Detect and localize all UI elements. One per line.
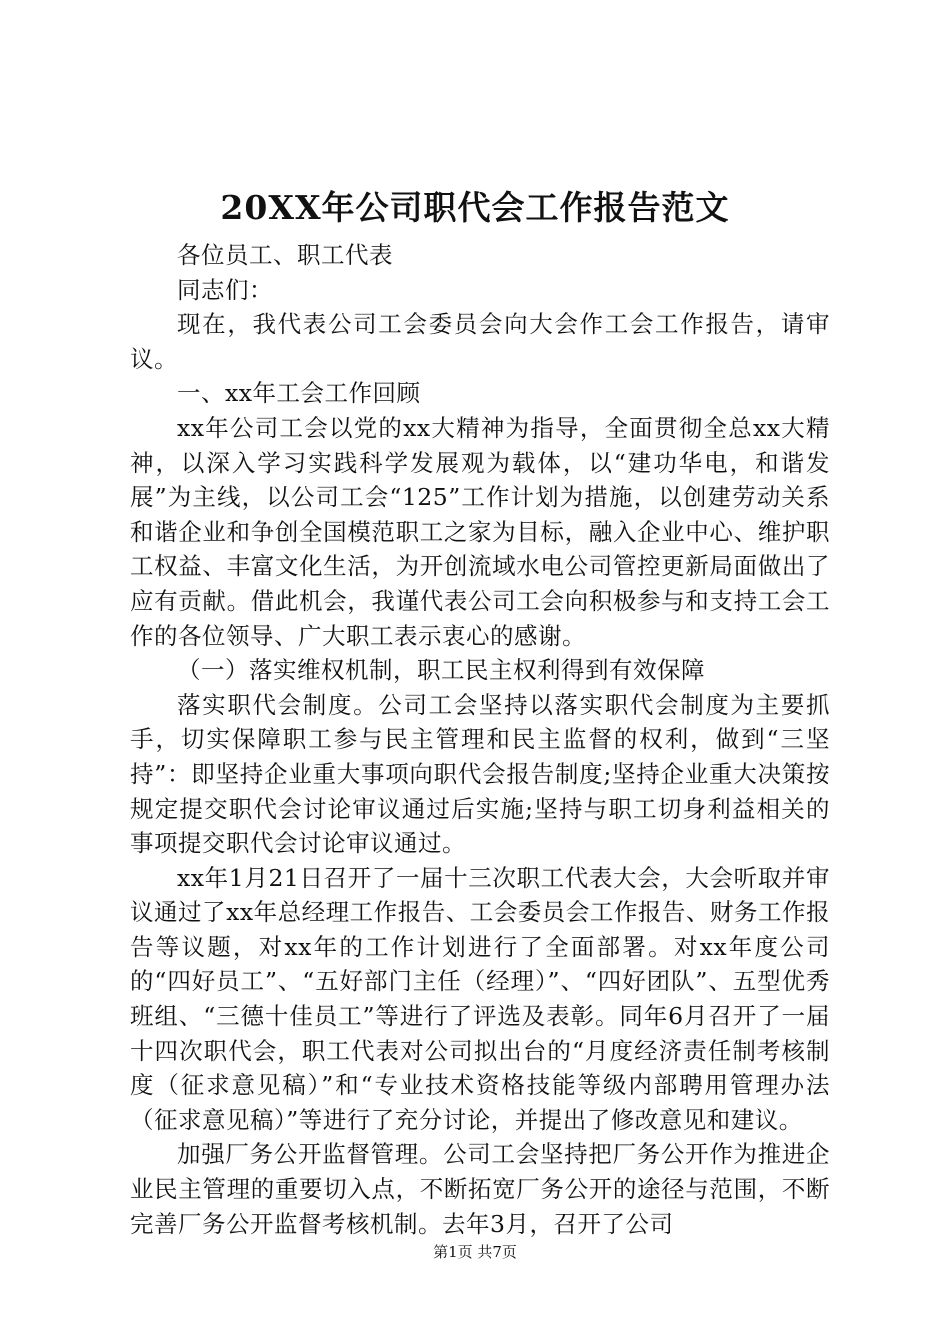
section-heading: 一、xx年工会工作回顾 — [177, 379, 421, 408]
salutation-line: 同志们： — [177, 275, 273, 304]
document-title: 20XX年公司职代会工作报告范文 — [220, 188, 730, 227]
congress-meeting-paragraph: xx年1月21日召开了一届十三次职工代表大会，大会听取并审议通过了xx年总经理工作报告、工会委员会工作报告、财务工作报告等议题，对xx年的工作计划进行了全面部署。对xx年度公司的“四好员工”、“五好部门主任（经理）”、“四好团队”、五型优秀班组、“三德十佳员工”等进行了评选及表彰。同年6月召开了一届十四次职代会，职工代表对公司拟出台的“月度经济责任制考核制度（征求意见稿）”和“专业技术资格技能等级内部聘用管理办法（征求意见稿）”等进行了充分讨论，并提出了修改意见和建议。 — [130, 863, 830, 1134]
greeting-line: 各位员工、职工代表 — [177, 241, 393, 269]
document-body — [130, 238, 830, 1241]
review-paragraph: xx年公司工会以党的xx大精神为指导，全面贯彻全总xx大精神，以深入学习实践科学发展观为载体，以“建功华电，和谐发展”为主线，以公司工会“125”工作计划为措施，以创建劳动关系和谐企业和争创全国模范职工之家为目标，融入企业中心、维护职工权益、丰富文化生活，为开创流域水电公司管控更新局面做出了应有贡献。借此机会，我谨代表公司工会向积极参与和支持工会工作的各位领导、广大职工表示衷心的感谢。 — [130, 413, 830, 650]
intro-paragraph: 现在，我代表公司工会委员会向大会作工会工作报告，请审议。 — [130, 310, 830, 373]
subsection-heading: （一）落实维权机制，职工民主权利得到有效保障 — [177, 656, 705, 685]
page-footer: 第1页 共7页 — [433, 1243, 517, 1261]
openness-paragraph: 加强厂务公开监督管理。公司工会坚持把厂务公开作为推进企业民主管理的重要切入点，不断拓宽厂务公开的途径与范围，不断完善厂务公开监督考核机制。去年3月，召开了公司 — [130, 1140, 830, 1238]
congress-system-paragraph: 落实职代会制度。公司工会坚持以落实职代会制度为主要抓手，切实保障职工参与民主管理和民主监督的权利，做到“三坚持”：即坚持企业重大事项向职代会报告制度;坚持企业重大决策按规定提交职代会讨论审议通过后实施;坚持与职工切身利益相关的事项提交职代会讨论审议通过。 — [130, 690, 830, 858]
